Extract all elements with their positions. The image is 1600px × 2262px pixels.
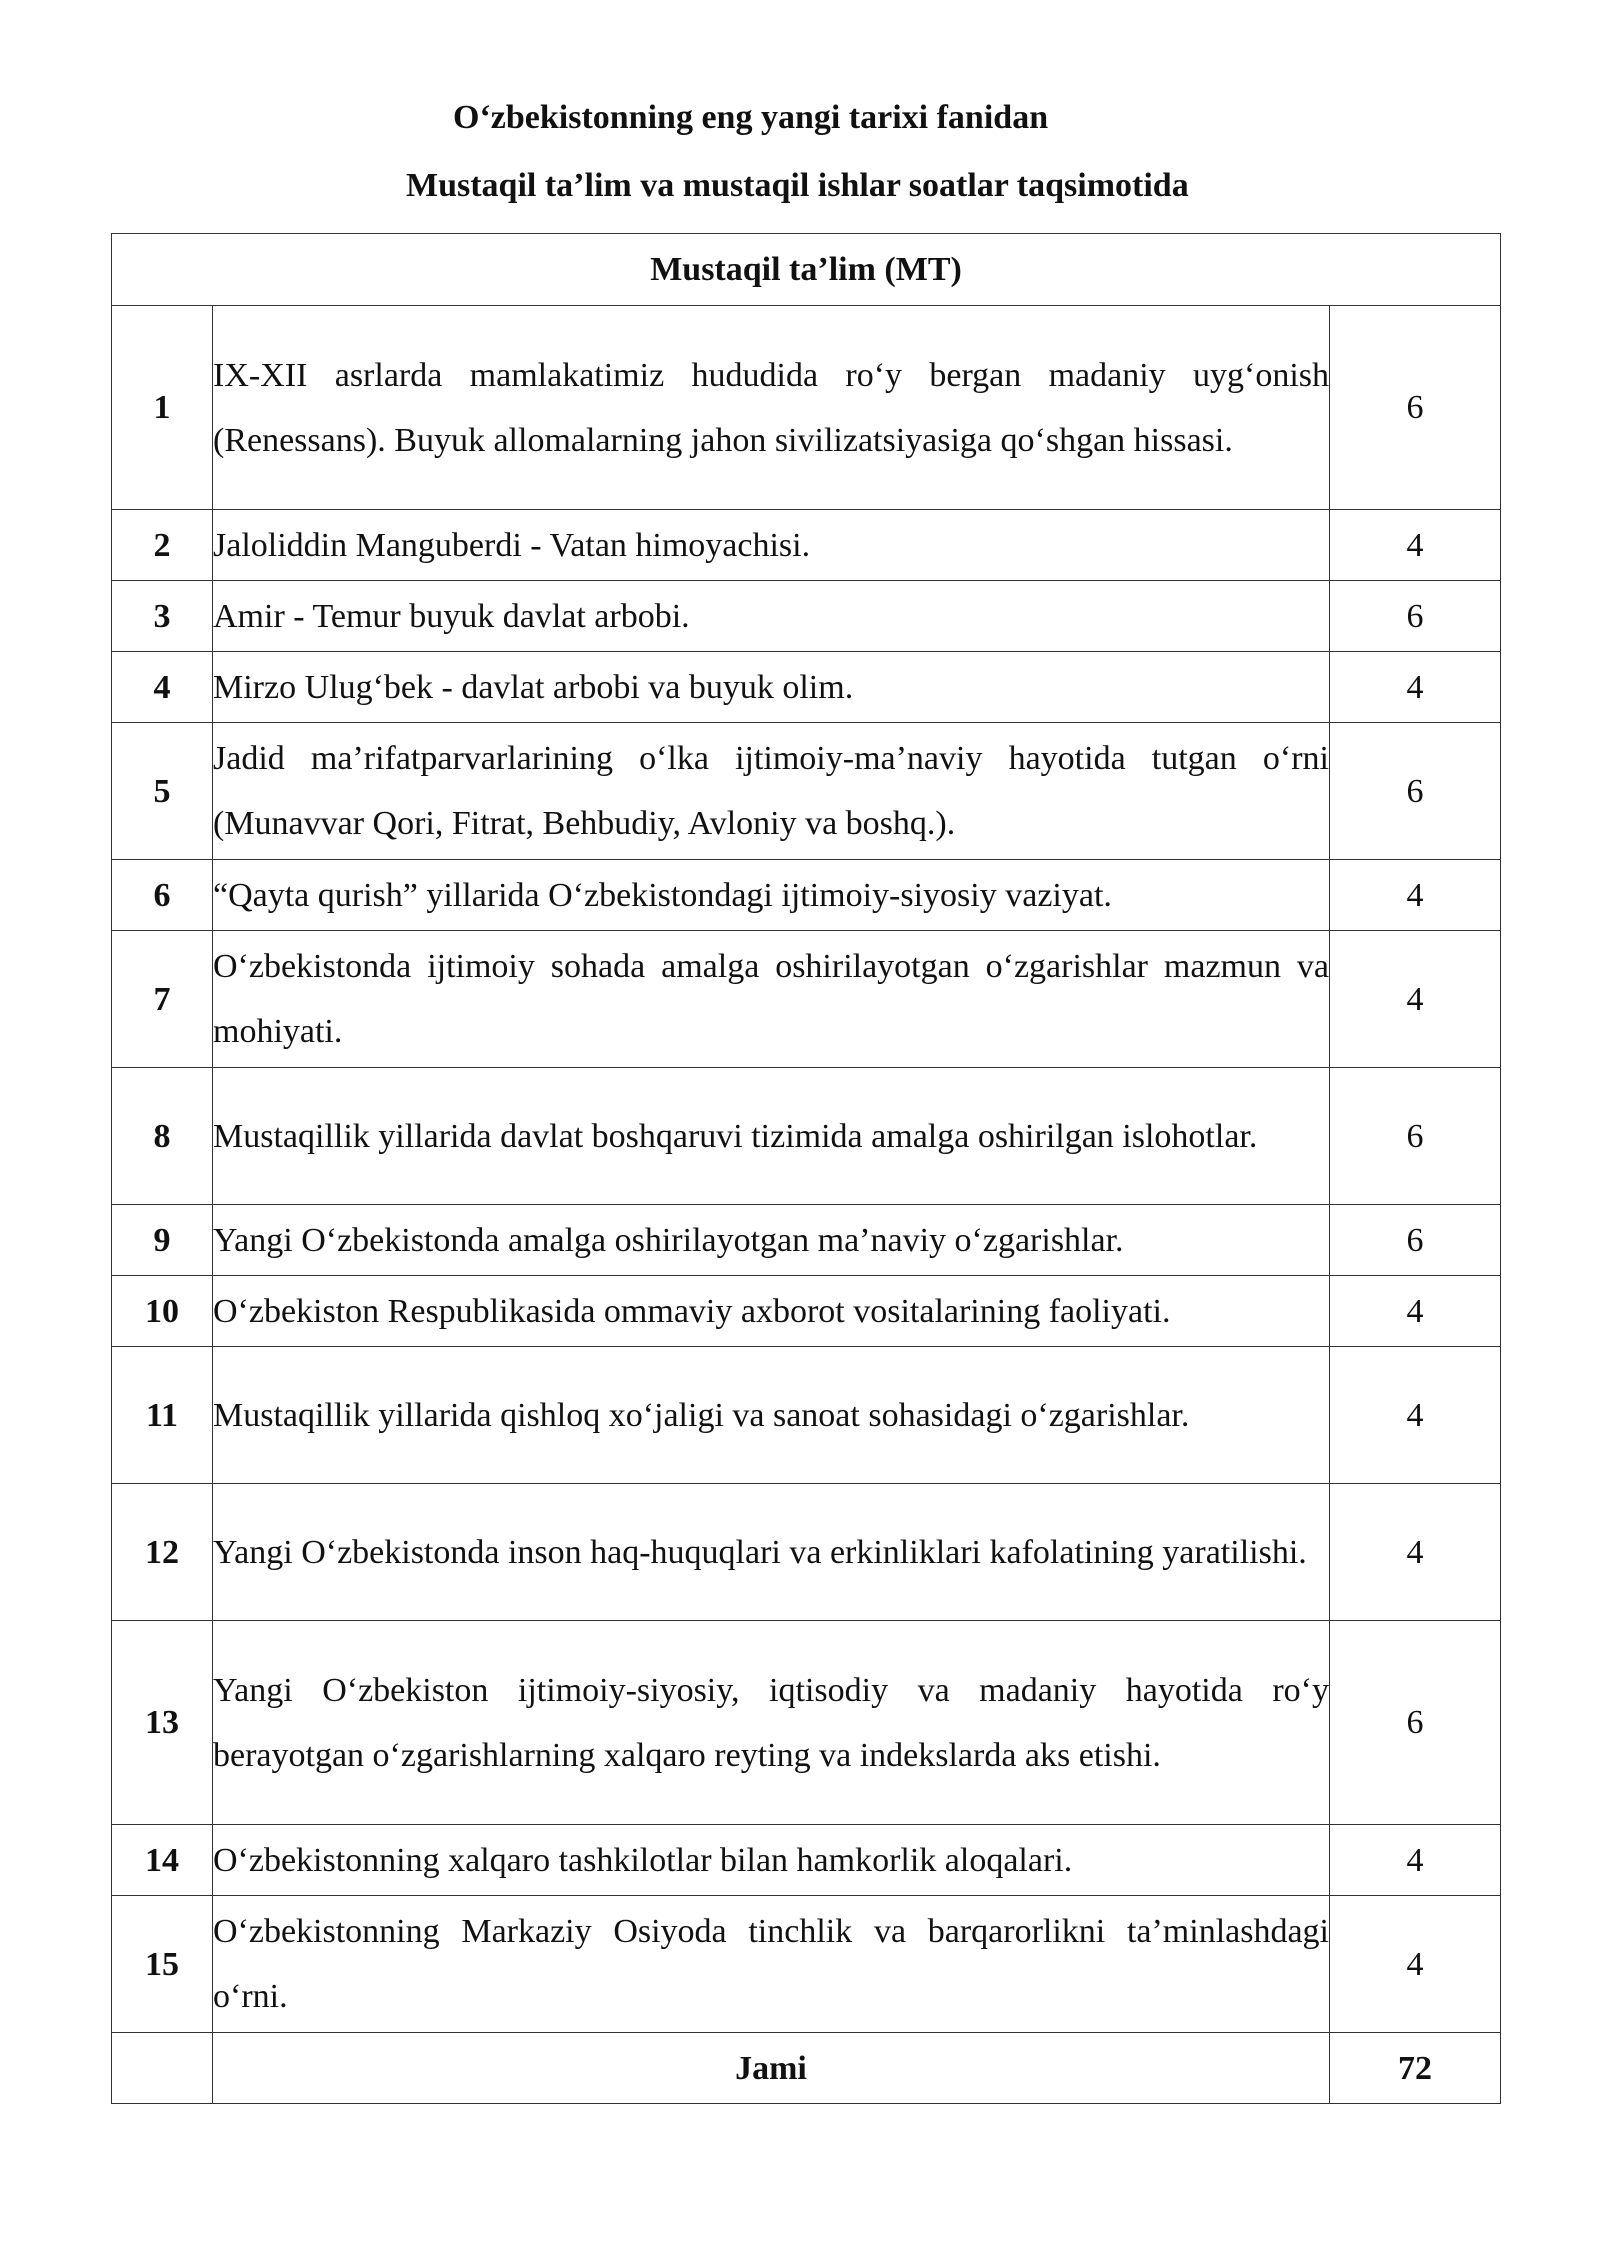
row-number: 9 [112, 1205, 213, 1276]
row-hours: 4 [1330, 652, 1501, 723]
row-topic: Mustaqillik yillarida qishloq xo‘jaligi va sanoat sohasidagi o‘zgarishlar. [213, 1347, 1330, 1484]
row-number: 12 [112, 1484, 213, 1621]
row-number: 14 [112, 1825, 213, 1896]
row-topic: IX-XII asrlarda mamlakatimiz hududida ro‘y bergan madaniy uyg‘onish (Renessans). Buyuk allomalarning jahon sivilizatsiyasiga qo‘shgan hissasi. [213, 306, 1330, 510]
row-number: 13 [112, 1621, 213, 1825]
row-hours: 4 [1330, 931, 1501, 1068]
row-number: 15 [112, 1896, 213, 2033]
row-hours: 6 [1330, 723, 1501, 860]
row-topic: Jadid ma’rifatparvarlarining o‘lka ijtimoiy-ma’naviy hayotida tutgan o‘rni (Munavvar Qori, Fitrat, Behbudiy, Avloniy va boshq.). [213, 723, 1330, 860]
table-header-row [112, 234, 1501, 306]
table-row [112, 510, 1501, 581]
row-number: 1 [112, 306, 213, 510]
table-row [112, 1205, 1501, 1276]
table-total-row [112, 2033, 1501, 2104]
row-number: 3 [112, 581, 213, 652]
row-topic: O‘zbekistonning Markaziy Osiyoda tinchlik va barqarorlikni ta’minlashdagi o‘rni. [213, 1896, 1330, 2033]
table-row [112, 1276, 1501, 1347]
row-hours: 6 [1330, 306, 1501, 510]
row-number: 6 [112, 860, 213, 931]
table-row [112, 306, 1501, 510]
row-number: 2 [112, 510, 213, 581]
row-topic: Yangi O‘zbekiston ijtimoiy-siyosiy, iqtisodiy va madaniy hayotida ro‘y berayotgan o‘zgarishlarning xalqaro reyting va indekslarda aks etishi. [213, 1621, 1330, 1825]
row-topic: Yangi O‘zbekistonda inson haq-huquqlari va erkinliklari kafolatining yaratilishi. [213, 1484, 1330, 1621]
table-header: Mustaqil ta’lim (MT) [112, 234, 1501, 306]
row-hours: 4 [1330, 510, 1501, 581]
table-row [112, 1896, 1501, 2033]
row-topic: “Qayta qurish” yillarida O‘zbekistondagi ijtimoiy-siyosiy vaziyat. [213, 860, 1330, 931]
table-row [112, 652, 1501, 723]
row-hours: 4 [1330, 860, 1501, 931]
row-number: 4 [112, 652, 213, 723]
row-topic: Amir - Temur buyuk davlat arbobi. [213, 581, 1330, 652]
row-number: 11 [112, 1347, 213, 1484]
row-hours: 4 [1330, 1484, 1501, 1621]
table-row [112, 1347, 1501, 1484]
row-topic: O‘zbekistonning xalqaro tashkilotlar bilan hamkorlik aloqalari. [213, 1825, 1330, 1896]
table-row [112, 860, 1501, 931]
row-hours: 4 [1330, 1825, 1501, 1896]
document-title: O‘zbekistonning eng yangi tarixi fanidan [453, 99, 1049, 136]
document-subtitle: Mustaqil ta’lim va mustaqil ishlar soatlar taqsimotida [406, 167, 1189, 204]
hours-table [111, 233, 1501, 2104]
total-label: Jami [213, 2033, 1330, 2104]
table-row [112, 1484, 1501, 1621]
table-row [112, 581, 1501, 652]
row-topic: Mustaqillik yillarida davlat boshqaruvi tizimida amalga oshirilgan islohotlar. [213, 1068, 1330, 1205]
row-number: 5 [112, 723, 213, 860]
row-hours: 4 [1330, 1347, 1501, 1484]
total-value: 72 [1330, 2033, 1501, 2104]
row-hours: 4 [1330, 1896, 1501, 2033]
row-number: 7 [112, 931, 213, 1068]
row-hours: 6 [1330, 1205, 1501, 1276]
table-row [112, 723, 1501, 860]
row-hours: 6 [1330, 1621, 1501, 1825]
table-row [112, 1068, 1501, 1205]
table-row [112, 931, 1501, 1068]
row-number: 8 [112, 1068, 213, 1205]
row-hours: 4 [1330, 1276, 1501, 1347]
table-row [112, 1621, 1501, 1825]
row-hours: 6 [1330, 1068, 1501, 1205]
total-empty-cell [112, 2033, 213, 2104]
row-hours: 6 [1330, 581, 1501, 652]
row-topic: O‘zbekiston Respublikasida ommaviy axborot vositalarining faoliyati. [213, 1276, 1330, 1347]
row-topic: Jaloliddin Manguberdi - Vatan himoyachisi. [213, 510, 1330, 581]
row-number: 10 [112, 1276, 213, 1347]
row-topic: Yangi O‘zbekistonda amalga oshirilayotgan ma’naviy o‘zgarishlar. [213, 1205, 1330, 1276]
table-row [112, 1825, 1501, 1896]
row-topic: O‘zbekistonda ijtimoiy sohada amalga oshirilayotgan o‘zgarishlar mazmun va mohiyati. [213, 931, 1330, 1068]
row-topic: Mirzo Ulug‘bek - davlat arbobi va buyuk olim. [213, 652, 1330, 723]
